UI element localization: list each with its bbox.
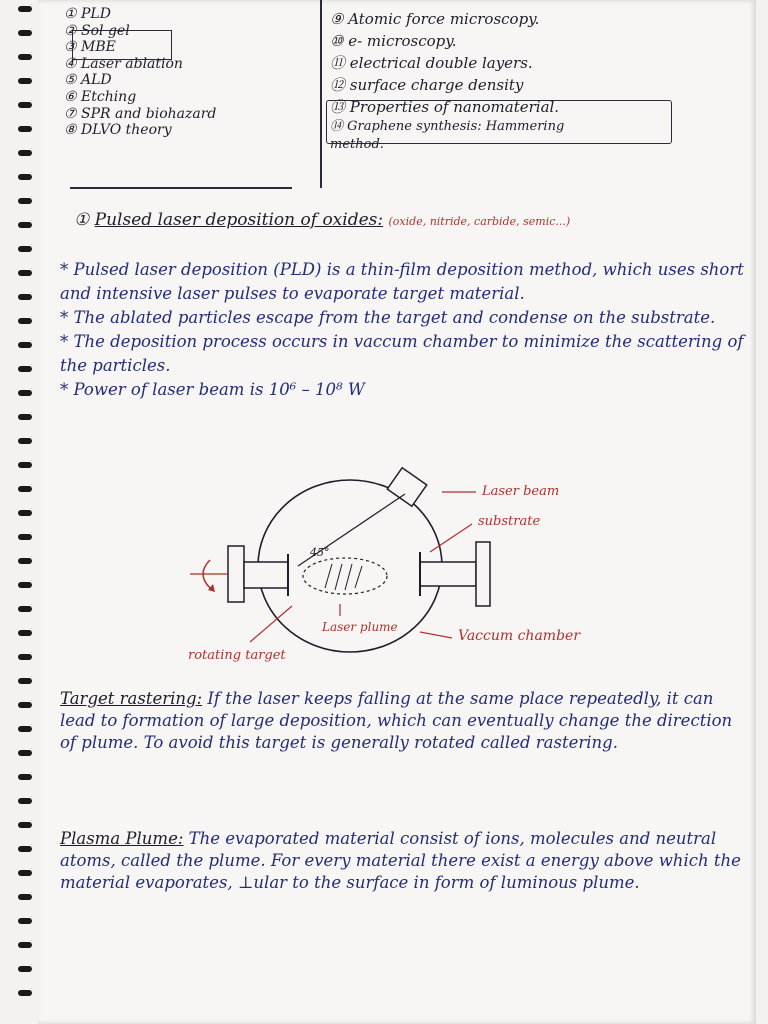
toc-item: ② Sol gel <box>64 22 130 39</box>
toc-left-list <box>64 6 304 139</box>
bullet-item: * The deposition process occurs in vaccum chamber to minimize the scattering of the particles. <box>60 332 744 375</box>
toc-item: ⑫ surface charge density <box>330 76 524 94</box>
toc-box-solgel <box>72 30 172 60</box>
plasma-plume-section <box>60 828 750 894</box>
bullet-item: * The ablated particles escape from the target and condense on the substrate. <box>60 308 716 327</box>
section-heading <box>74 210 570 230</box>
toc-divider-vertical <box>320 0 322 188</box>
substrate-flange <box>476 542 490 606</box>
plasma-plume-title: Plasma Plume: <box>60 829 184 848</box>
target-rastering-text: If the laser keeps falling at the same place repeatedly, it can lead to formation of large deposition, which can eventually change the direction of plume. To avoid this target is generally rotated called rastering. <box>60 689 733 752</box>
toc-item: ③ MBE <box>64 39 116 56</box>
target-stem <box>244 562 288 588</box>
laser-window <box>387 468 426 507</box>
target-rastering-title: Target rastering: <box>60 689 203 708</box>
laser-plume-label: Laser plume <box>322 620 398 634</box>
target-holder <box>228 546 244 602</box>
substrate-label: substrate <box>478 514 541 529</box>
vacuum-chamber-label: Vaccum chamber <box>458 628 581 644</box>
target-rastering-section <box>60 688 750 754</box>
toc-item: ⑤ ALD <box>64 72 112 89</box>
bullet-item: * Pulsed laser deposition (PLD) is a thin-film deposition method, which uses short and intensive laser pulses to evaporate target material. <box>60 260 744 303</box>
toc-item: ⑧ DLVO theory <box>64 122 172 139</box>
toc-item: ⑪ electrical double layers. <box>330 54 533 72</box>
bullet-list <box>60 258 750 402</box>
toc-item: ① PLD <box>64 6 111 22</box>
plasma-plume-text: The evaporated material consist of ions, molecules and neutral atoms, called the plume. For every material there exist a energy above which the material evaporates, ⊥ular to the surface in form of luminous plume. <box>60 829 741 892</box>
angle-label: 45° <box>310 546 330 559</box>
substrate-holder <box>420 562 476 586</box>
toc-item: ⑬ Properties of nanomaterial. <box>330 98 560 116</box>
toc-item: ⑥ Etching <box>64 88 137 105</box>
toc-item: ⑩ e- microscopy. <box>330 32 457 50</box>
toc-item: ⑦ SPR and biohazard <box>64 105 217 122</box>
bullet-item: * Power of laser beam is 10⁶ – 10⁸ W <box>60 380 365 399</box>
laser-beam-label: Laser beam <box>482 484 560 499</box>
toc-box-properties <box>326 100 672 144</box>
section-note: (oxide, nitride, carbide, semic...) <box>388 215 571 228</box>
section-title: Pulsed laser deposition of oxides: <box>94 210 384 230</box>
toc-item: ⑭ Graphene synthesis: Hammering method. <box>330 119 565 152</box>
toc-item: ⑨ Atomic force microscopy. <box>330 10 540 28</box>
section-number: ① <box>74 210 90 230</box>
rotating-target-label: rotating target <box>188 648 286 663</box>
toc-divider-horizontal <box>70 187 292 189</box>
toc-item: ④ Laser ablation <box>64 55 183 72</box>
